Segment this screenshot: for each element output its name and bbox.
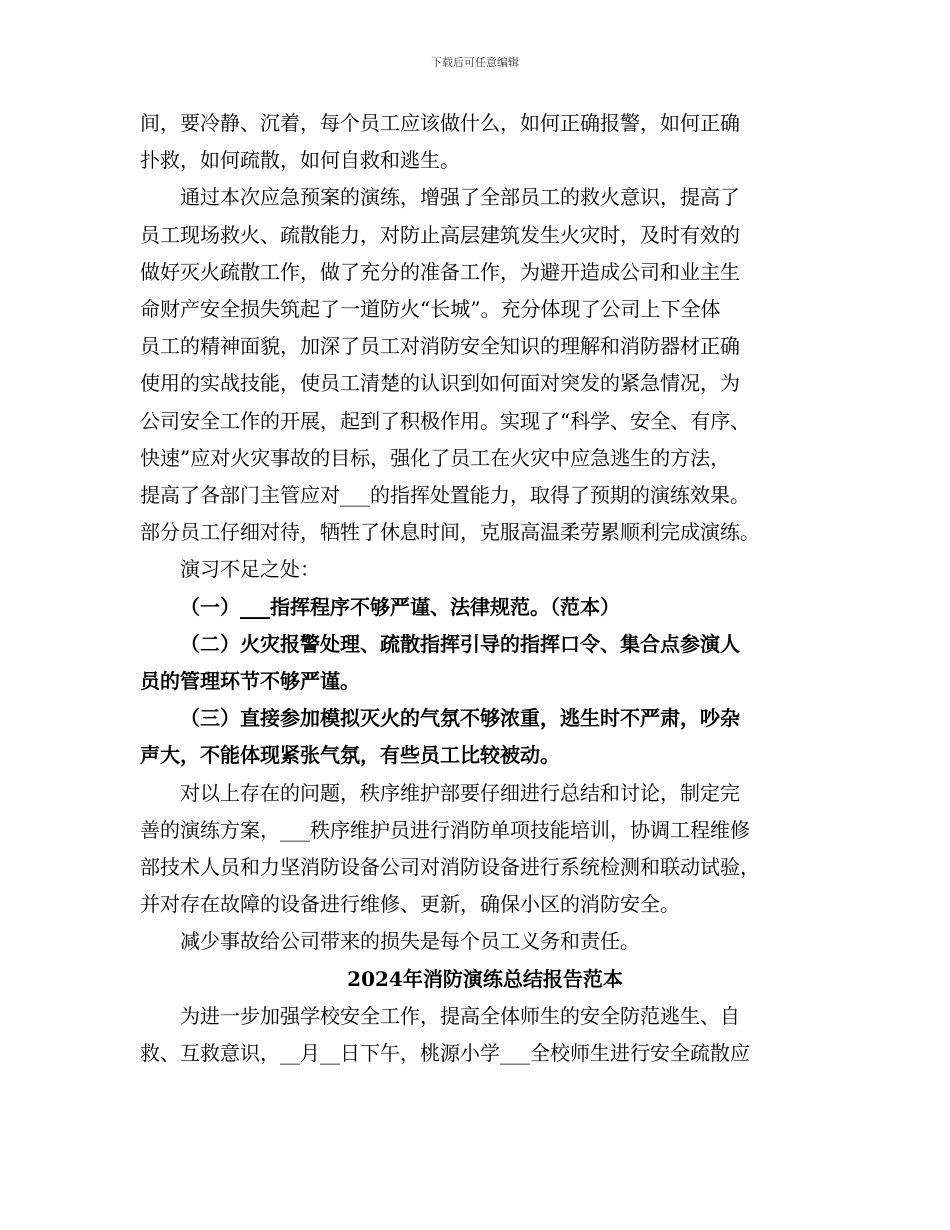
paragraph-4 [140,775,830,924]
paragraph-1 [140,105,830,179]
text-line: （二）火灾报警处理、疏散指挥引导的指挥口令、集合点参演人 [180,631,740,656]
shortcoming-1 [140,589,830,626]
text-line: 快速”应对火灾事故的目标，强化了员工在火灾中应急逃生的方法， [140,445,731,470]
text-line: 扑救，如何疏散，如何自救和逃生。 [140,148,460,173]
text-line: 救、互救意识，__月__日下午，桃源小学___全校师生进行安全疏散应 [140,1041,750,1066]
text-line: 使用的实战技能，使员工清楚的认识到如何面对突发的紧急情况，为 [140,371,740,396]
text-line: 公司安全工作的开展，起到了积极作用。实现了“科学、安全、有序、 [140,408,751,433]
section-title: 2024年消防演练总结报告范本 [347,966,623,991]
text-line: 演习不足之处： [180,557,320,582]
text-line: （一）___指挥程序不够严谨、法律规范。（范本） [180,594,620,619]
document-body [140,105,830,1072]
text-line: 员工的精神面貌，加深了员工对消防安全知识的理解和消防器材正确 [140,334,740,359]
text-line: 做好灭火疏散工作，做了充分的准备工作，为避开造成公司和业主生 [140,259,740,284]
text-line: 通过本次应急预案的演练，增强了全部员工的救火意识，提高了 [180,185,740,210]
paragraph-3 [140,551,830,588]
text-line: 声大，不能体现紧张气氛，有些员工比较被动。 [140,743,560,768]
text-line: 部技术人员和力坚消防设备公司对消防设备进行系统检测和联动试验， [140,855,760,880]
text-line: 减少事故给公司带来的损失是每个员工义务和责任。 [180,929,640,954]
paragraph-6 [140,998,830,1072]
text-line: 善的演练方案，___秩序维护员进行消防单项技能培训，协调工程维修 [140,817,750,842]
paragraph-5 [140,923,830,960]
text-line: （三）直接参加模拟灭火的气氛不够浓重，逃生时不严肃，吵杂 [180,706,740,731]
text-line: 为进一步加强学校安全工作，提高全体师生的安全防范逃生、自 [180,1003,740,1028]
page-header-note: 下载后可任意编辑 [431,56,519,69]
paragraph-2 [140,179,830,551]
text-line: 并对存在故障的设备进行维修、更新，确保小区的消防安全。 [140,892,680,917]
text-line: 间，要冷静、沉着，每个员工应该做什么，如何正确报警，如何正确 [140,111,740,135]
shortcoming-2 [140,626,830,700]
text-line: 对以上存在的问题，秩序维护部要仔细进行总结和讨论，制定完 [180,780,740,805]
text-line: 提高了各部门主管应对___的指挥处置能力，取得了预期的演练效果。 [140,483,750,508]
text-line: 员工现场救火、疏散能力，对防止高层建筑发生火灾时，及时有效的 [140,222,740,247]
shortcoming-3 [140,700,830,774]
text-line: 部分员工仔细对待，牺牲了休息时间，克服高温柔劳累顺利完成演练。 [140,520,760,545]
text-line: 员的管理环节不够严谨。 [140,669,360,694]
text-line: 命财产安全损失筑起了一道防火“长城”。充分体现了公司上下全体 [140,297,721,322]
